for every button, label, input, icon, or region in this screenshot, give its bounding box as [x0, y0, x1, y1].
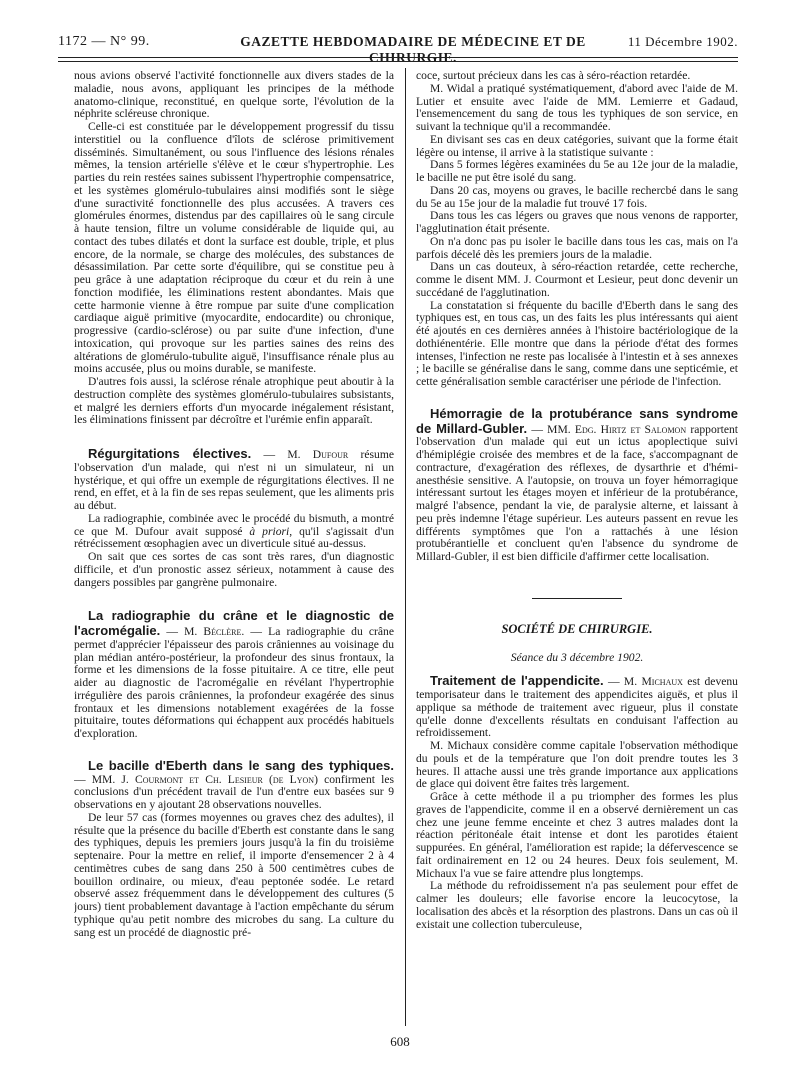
society-heading: SOCIÉTÉ DE CHIRURGIE.: [501, 621, 653, 636]
section-appendicite: [416, 674, 738, 931]
page-folio: 608: [390, 1034, 410, 1049]
header-rule: [58, 57, 738, 58]
paragraph: Régurgitations électives. — M. Dufour résume l'observation d'un malade, qui n'est ni un simulateur, ni un hystérique, et qui offre un exemple de régurgitations électives. Il ne rend, en effet, et à la fin de ses repas seulement, que les aliments pris au début.: [74, 446, 394, 512]
section-title: Hémorragie de la protubérance sans syndrome de Millard-Gubler.: [416, 405, 738, 436]
section-bacille-eberth: [74, 759, 394, 940]
paragraph: Hémorragie de la protubérance sans syndrome de Millard-Gubler. — MM. Edg. Hirtz et Salomon rapportent l'observation d'un malade qui eut un ictus apoplectique suivi d'hémiplégie croisée des membres et de la face, s'accompagnant de contracture, d'exagération des réflexes, de dysarthrie et d'hémi-anesthésie sensitive. A l'autopsie, on trouva un foyer hémorragique intéressant surtout les étages moyen et inférieur de la protubérance, malgré l'absence, pendant la vie, de paralysie alterne, et laissant à peu près indemne l'étage supérieur. Les auteurs passent en revue les différents symptômes que l'on a rattachés à une lésion protubérantielle et concluent qu'en l'absence du syndrome de Millard-Gubler, il est bien difficile d'affirmer cette localisation.: [416, 405, 738, 563]
paragraph: Le bacille d'Eberth dans le sang des typhiques. — MM. J. Courmont et Ch. Lesieur (de Lyon) confirment les conclusions d'un précédent travail de l'un d'entre eux basées sur 9 observations en y ajoutant 28 observations nouvelles.: [74, 757, 394, 811]
paragraph: La constatation si fréquente du bacille d'Eberth dans le sang des typhiques est, en tous cas, un des faits les plus intéressants qui aient été ajoutés en ces dernières années à l'histoire bactériologique de la dothiénentérie. Elle montre que dans la période d'état des formes intenses, l'infection ne reste pas localisée à l'intestin et à ses annexes ; le bacille se généralise dans le sang, comme dans une septicémie, et cette généralisation semble caractériser une période de l'infection.: [416, 298, 738, 388]
section-author: — M. Dufour: [263, 448, 349, 461]
header-page-issue: 1172 — N° 99.: [58, 34, 150, 49]
paragraph: Celle-ci est constituée par le développement progressif du tissu interstitiel ou la confluence d'îlots de sclérose primitivement disséminés. Simultanément, ou sous l'influence des lésions rénales mêmes, la tension artérielle s'élève et le cœur s'hypertrophie. Les parties du rein restées saines subissent l'hypertrophie compensatrice, et les systèmes glomérulo-tubulaires ainsi modifiés sont le siège d'une suractivité fonctionnelle des plus accusées. A travers ces glomérules énormes, distendus par des capillaires où le sang circule à haute tension, filtre un volume considérable de liquide qui, au contact des tubes dilatés et dont la surface est double, triple, et plus encore, de la normale, se charge des molécules, des substances de désassimilation. Par cette sorte d'équilibre, qui se constitue peu à peu grâce à une adaptation réciproque du cœur et du rein à une fonction modifiée, les éliminations restent abondantes. Mais que cette harmonie vienne à être rompue par suite d'une complication cardiaque aiguë primitive (myocardite, endocardite) ou chronique, progressive (cardio-sclérose) ou par suite d'une infection, d'une intoxication, qui provoque sur les parties saines des reins des altérations de glomérulo-tubulite aiguë, l'insuffisance rénale plus au moins accusée, plus ou moins durable, se manifeste.: [74, 120, 394, 376]
paragraph: Dans 5 formes légères examinées du 5e au 12e jour de la maladie, le bacille ne put être isolé du sang.: [416, 158, 738, 184]
section-title: La radiographie du crâne et le diagnostic de l'acromégalie.: [74, 608, 394, 638]
paragraph: La radiographie du crâne et le diagnostic de l'acromégalie. — M. Béclère. — La radiographie du crâne permet d'apprécier l'épaisseur des parois crâniennes au voisinage du plan médian antéro-postérieur, la profondeur des sinus frontaux, la forme et les dimensions de la fosse pituitaire. A ce titre, elle peut aider au diagnostic de l'acromégalie en révélant l'hypertrophie irrégulière des parois crâniennes, la profondeur exagérée des sinus frontaux et les dimensions notablement exagérées de la fosse pituitaire, toutes déformations qui échappent aux procédés habituels d'exploration.: [74, 608, 394, 740]
header-rule-thin: [58, 61, 738, 62]
section-rule: [532, 598, 622, 599]
paragraph: M. Widal a pratiqué systématiquement, d'abord avec l'aide de M. Lutier et ensuite avec l'aide de MM. Lemierre et Gadaud, l'ensemencement du sang de tous les typhiques de son service, en suivant la technique qu'il a recommandée.: [416, 81, 738, 133]
header-date: 11 Décembre 1902.: [627, 34, 738, 49]
paragraph: Grâce à cette méthode il a pu triompher des formes les plus graves de l'appendicite, comme il en a observé dernièrement un cas chez une jeune femme enceinte et chez 3 autres malades dont la réaction péritonéale était intense et dont les parotides étaient suppurées. En général, l'amélioration est rapide; la défervescence se fait ordinairement en 12 ou 24 heures. Deux fois seulement, M. Michaux l'a vue se faire attendre plus longtemps.: [416, 790, 738, 880]
paragraph: La méthode du refroidissement n'a pas seulement pour effet de calmer les douleurs; elle favorise encore la leucocytose, la localisation des abcès et la résorption des plastrons. Dans un cas où il existait une collection tuberculeuse,: [416, 879, 738, 931]
section-author: — M. Michaux: [607, 675, 683, 689]
paragraph: On n'a donc pas pu isoler le bacille dans tous les cas, mais on l'a parfois décelé dès les premiers jours de la maladie.: [416, 234, 738, 261]
paragraph: coce, surtout précieux dans les cas à séro-réaction retardée.: [416, 70, 691, 82]
paragraph: On sait que ces sortes de cas sont très rares, d'un diagnostic difficile, et d'un pronostic assez sérieux, notamment à cause des dangers possibles par gangrène pulmonaire.: [74, 550, 394, 589]
section-title: Traitement de l'appendicite.: [430, 673, 604, 689]
paragraph: En divisant ses cas en deux catégories, suivant que la forme était légère ou intense, il arrive à la statistique suivante :: [416, 132, 738, 159]
section-regurgitations: [74, 447, 394, 589]
paragraph: Dans 20 cas, moyens ou graves, le bacille rechercbé dans le sang du 5e au 15e jour de la maladie fut trouvé 17 fois.: [416, 183, 738, 210]
paragraph: M. Michaux considère comme capitale l'observation méthodique du pouls et de la température que l'on doit prendre toutes les 3 heures. Il attache aussi une très grande importance aux applications de glace qui doivent être faites très largement.: [416, 739, 738, 791]
section-radiographie: [74, 609, 394, 741]
paragraph: De leur 57 cas (formes moyennes ou graves chez des adultes), il résulte que la présence du bacille d'Eberth est constante dans le sang des typhiques, depuis les premiers jours jusqu'à la fin du troisième septenaire. Pour la mettre en relief, il importe d'ensemencer 2 à 4 centimètres cubes de sang dans 250 à 500 centimètres cubes de bouillon ordinaire, ou mieux, d'eau peptonée sodée. Le retard observé assez fréquemment dans le développement des cultures (5 jours) tient probablement davantage à l'action empêchante du sérum typhique qu'au petit nombre des microbes du sang. La culture du sang est un procédé de diagnostic pré-: [74, 810, 394, 939]
paragraph: D'autres fois aussi, la sclérose rénale atrophique peut aboutir à la destruction complète des systèmes glomérulo-tubulaires subsistants, et malgré les derniers efforts d'un myocarde inégalement résistant, les éliminations finissent par décroître et l'urémie enfin apparaît.: [74, 375, 394, 427]
left-column: [74, 70, 394, 1025]
paragraph: Dans un cas douteux, à séro-réaction retardée, cette recherche, comme le disent MM. J. Courmont et Lesieur, peut donc devenir un succédané de l'agglutination.: [416, 260, 738, 299]
header-journal-title: GAZETTE HEBDOMADAIRE DE MÉDECINE ET DE CHIRURGIE.: [240, 34, 586, 65]
column-divider: [405, 68, 406, 1026]
paragraph: Dans tous les cas légers ou graves que nous venons de rapporter, l'agglutination était présente.: [416, 209, 738, 235]
running-header: [58, 34, 738, 65]
section-hemorragie: [416, 407, 738, 564]
section-author: — MM. J. Courmont et Ch. Lesieur (de Lyon): [74, 772, 318, 786]
paragraph: Traitement de l'appendicite. — M. Michaux est devenu temporisateur dans le traitement des appendicites aiguës, et plus il applique sa méthode de traitement avec rigueur, plus il constate qu'elle donne d'excellents résultats en conduisant l'affection au refroidissement.: [416, 673, 738, 740]
section-title: Le bacille d'Eberth dans le sang des typhiques.: [88, 757, 394, 773]
seance-date: Séance du 3 décembre 1902.: [510, 650, 644, 664]
section-title: Régurgitations électives.: [88, 446, 252, 461]
section-author: — M. Béclère.: [166, 625, 245, 638]
section-author: — MM. Edg. Hirtz et Salomon: [531, 422, 687, 436]
paragraph: nous avions observé l'activité fonctionnelle aux divers stades de la maladie, nous avons, appliquant les principes de la méthode anatomo-clinique, reconstitué, en quelque sorte, l'évolution de la néphrite scléreuse chronique.: [74, 70, 394, 121]
right-column: [416, 70, 738, 1025]
paragraph: La radiographie, combinée avec le procédé du bismuth, a montré ce que M. Dufour avait supposé à priori, qu'il s'agissait d'un rétrécissement œsophagien avec un diverticule situé au-dessus.: [74, 511, 394, 551]
